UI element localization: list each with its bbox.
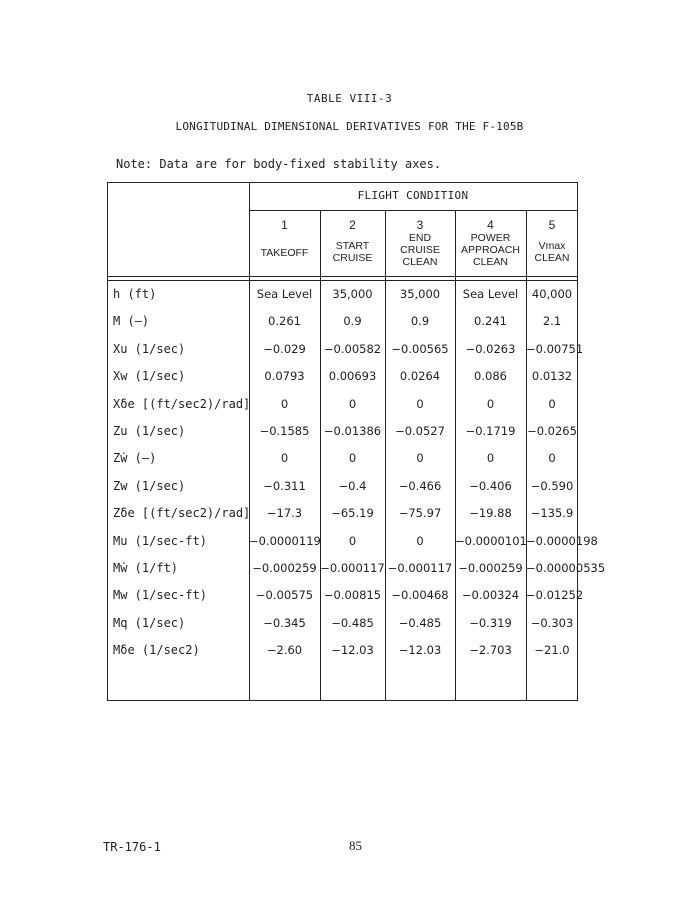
table-cell: −0.485 [331, 615, 374, 630]
column-heading-line: APPROACH [461, 244, 520, 256]
column-number: 2 [349, 218, 356, 232]
table-cell: −0.466 [398, 478, 442, 493]
table-cell: −12.03 [398, 643, 442, 658]
table-cell: −19.88 [469, 506, 512, 521]
table-cell: −0.000117 [320, 561, 385, 575]
column-heading-line: POWER [470, 232, 511, 244]
table-cell: 35,000 [399, 287, 441, 301]
table-cell: −0.311 [263, 478, 306, 493]
table-cell: 0 [548, 451, 556, 466]
column-heading-line: TAKEOFF [260, 247, 309, 259]
table-cell: 0 [486, 451, 495, 466]
row-label: Xδe [(ft/sec2)/rad] [113, 396, 251, 411]
table-cell: −0.00468 [391, 588, 449, 603]
table-cell: 0.086 [474, 369, 507, 384]
table-cell: 0 [416, 451, 424, 466]
table-cell: −0.0263 [465, 341, 516, 356]
table-cell: 2.1 [542, 314, 562, 329]
row-label: Xw (1/sec) [113, 369, 186, 384]
note-text: Note: Data are for body-fixed stability axes. [116, 157, 442, 171]
column-heading-line: START [335, 240, 370, 252]
table-cell: −2.703 [469, 643, 512, 658]
table-cell: −0.00565 [391, 341, 449, 356]
row-label: Mu (1/sec-ft) [113, 533, 207, 548]
column-heading [249, 247, 320, 259]
table-cell: 0 [348, 451, 357, 466]
table-cell: −135.9 [530, 506, 574, 521]
table-cell: −0.406 [469, 478, 512, 493]
table-cell: −0.00815 [323, 588, 382, 603]
column-number: 4 [487, 218, 494, 232]
table-cell: −0.00324 [461, 588, 520, 603]
table-cell: −0.590 [530, 478, 574, 493]
table-cell: 0 [548, 396, 556, 411]
header-double-rule [108, 276, 577, 281]
row-label: Xu (1/sec) [113, 341, 186, 356]
table-cell: −65.19 [331, 506, 374, 521]
column-heading [385, 232, 455, 268]
table-cell: 0 [486, 396, 495, 411]
row-label: Zδe [(ft/sec2)/rad] [113, 506, 251, 521]
row-label: Zw (1/sec) [113, 478, 186, 493]
table-cell: −0.485 [398, 615, 442, 630]
table-cell: 40,000 [531, 287, 573, 301]
row-label: Zu (1/sec) [113, 424, 186, 438]
row-label: Zẇ (—) [113, 451, 157, 466]
table-cell: 0.00693 [328, 369, 377, 384]
table-cell: −0.0000101 [455, 533, 527, 548]
table-cell: −0.0000119 [249, 533, 321, 548]
table-cell: −0.01386 [323, 424, 382, 438]
table-cell: 0.0793 [264, 369, 305, 384]
column-heading-line: Vmax [538, 240, 566, 252]
table-cell: 0.0132 [531, 369, 573, 384]
row-label: h (ft) [113, 287, 157, 301]
table-cell: 0 [416, 533, 424, 548]
column-number: 5 [548, 218, 556, 232]
table-cell: −0.00582 [323, 341, 382, 356]
table-cell: 0 [348, 396, 357, 411]
table-cell: −2.60 [266, 643, 303, 658]
row-label: Mq (1/sec) [113, 615, 186, 630]
table-cell: −0.1585 [259, 424, 310, 438]
report-id: TR-176-1 [103, 840, 161, 854]
column-number: 1 [281, 218, 288, 232]
table-cell: −0.1719 [465, 424, 516, 438]
table-cell: −0.01252 [526, 588, 584, 603]
table-cell: −0.000259 [458, 561, 523, 575]
table-cell: 0.241 [474, 314, 507, 329]
column-heading-line: CRUISE [400, 244, 440, 256]
table-cell: −0.0000198 [526, 533, 598, 548]
column-heading-line: CLEAN [472, 256, 508, 268]
table-cell: −0.0265 [527, 424, 577, 438]
table-cell: −0.0527 [395, 424, 445, 438]
table-cell: −12.03 [331, 643, 374, 658]
table-cell: −0.319 [469, 615, 512, 630]
table-cell: −75.97 [398, 506, 442, 521]
column-heading-line: END [408, 232, 432, 244]
table-cell: 0 [280, 451, 289, 466]
table-cell: −0.4 [338, 478, 367, 493]
row-label: Mẇ (1/ft) [113, 561, 179, 575]
table-cell: 0.9 [343, 314, 362, 329]
table-cell: 0.261 [268, 314, 301, 329]
table-cell: −0.303 [530, 615, 574, 630]
table-cell: −17.3 [266, 506, 303, 521]
table-cell: 0.9 [410, 314, 430, 329]
table-cell: 35,000 [332, 287, 373, 301]
column-heading [320, 240, 385, 264]
table-cell: −0.00575 [255, 588, 314, 603]
derivatives-table [107, 182, 606, 701]
table-cell: Sea Level [462, 287, 519, 301]
table-cell: −0.00000535 [526, 561, 606, 575]
row-label: Mw (1/sec-ft) [113, 588, 207, 603]
row-label: M (—) [113, 314, 150, 329]
table-cell: 0 [280, 396, 289, 411]
table-cell: −0.00751 [526, 341, 584, 356]
flight-condition-heading: FLIGHT CONDITION [357, 189, 469, 202]
column-number: 3 [416, 218, 424, 232]
table-cell: −0.029 [263, 341, 306, 356]
table-cell: 0 [416, 396, 424, 411]
table-subtitle: LONGITUDINAL DIMENSIONAL DERIVATIVES FOR THE F-105B [175, 120, 524, 133]
header-rule [249, 210, 577, 211]
table-title: TABLE VIII-3 [306, 92, 393, 105]
table-cell: −0.000117 [387, 561, 453, 575]
column-heading [455, 232, 526, 268]
column-heading-line: CLEAN [534, 252, 570, 264]
table-cell: Sea Level [256, 287, 313, 301]
column-heading [526, 240, 578, 264]
table-cell: −21.0 [534, 643, 570, 658]
column-heading-line: CRUISE [332, 252, 373, 264]
column-heading-line: CLEAN [402, 256, 438, 268]
table-cell: 0.0264 [399, 369, 441, 384]
table-cell: −0.345 [263, 615, 306, 630]
row-label: Mδe (1/sec2) [113, 643, 200, 658]
page-number: 85 [349, 838, 362, 853]
table-cell: −0.000259 [252, 561, 317, 575]
table-cell: 0 [348, 533, 357, 548]
